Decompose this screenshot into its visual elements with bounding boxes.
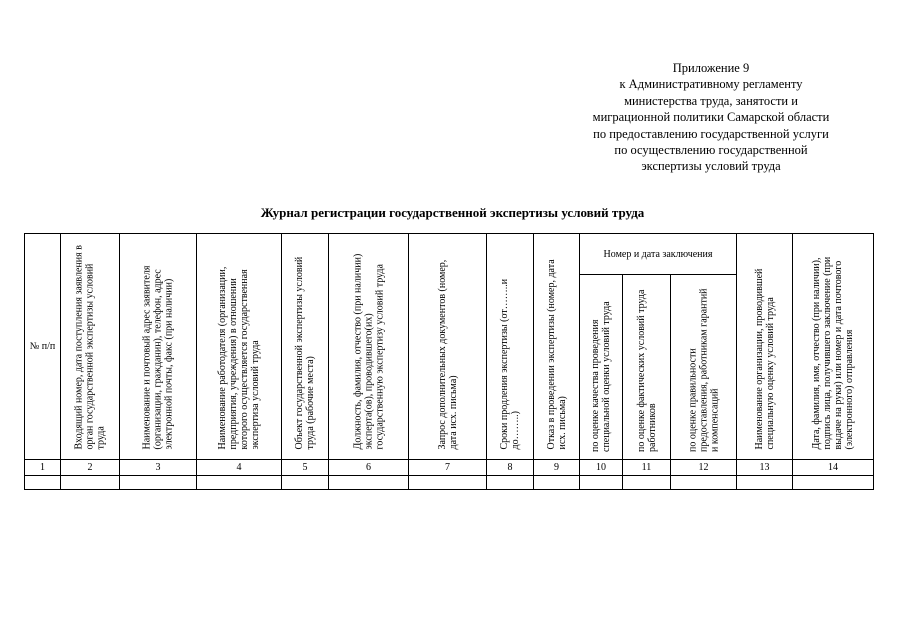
appendix-header: [556, 60, 866, 175]
header-text: по оценке качества проведения специальной оценки условий труда: [590, 301, 612, 452]
header-sout-quality: [580, 275, 623, 460]
header-text: Запрос дополнительных документов (номер, дата исх. письма): [436, 259, 459, 449]
column-number: 4: [197, 460, 282, 476]
header-extension: [487, 234, 534, 460]
table-cell: [329, 476, 409, 490]
header-text: Наименование работодателя (организации, предприятия, учреждения) в отношении которого осуществляется государственная экспертиза условий труда: [217, 266, 261, 449]
table-cell: [282, 476, 329, 490]
appendix-line: к Административному регламенту: [619, 77, 803, 92]
header-text: по оценке правильности предоставления, работникам гарантий и компенсаций: [687, 288, 721, 452]
appendix-line: экспертизы условий труда: [641, 159, 781, 174]
header-text: Должность, фамилия, отчество (при наличии) эксперта(ов), проводившего(их) государственную экспертизу условий труда: [352, 253, 385, 449]
journal-table: [24, 233, 874, 490]
header-text: Отказ в проведении экспертизы (номер, дата исх. письма): [545, 258, 568, 449]
column-number: 3: [120, 460, 197, 476]
table-cell: [737, 476, 793, 490]
table-cell: [197, 476, 282, 490]
header-applicant: [120, 234, 197, 460]
header-text: Сроки продления экспертизы (от……..и до……..): [499, 278, 521, 449]
appendix-line: по осуществлению государственной: [614, 143, 808, 158]
header-text: Наименование организации, проводившей специальную оценку условий труда: [753, 268, 776, 449]
header-additional-docs: [409, 234, 487, 460]
appendix-line: миграционной политики Самарской области: [592, 110, 830, 125]
column-number: 10: [580, 460, 623, 476]
table-cell: [793, 476, 874, 490]
header-refusal: [534, 234, 580, 460]
table-cell: [671, 476, 737, 490]
header-employer: [197, 234, 282, 460]
column-number: 12: [671, 460, 737, 476]
table-cell: [61, 476, 120, 490]
table-cell: [25, 476, 61, 490]
header-text: Наименование и почтовый адрес заявителя (организации, гражданин), телефон, адрес электронной почты, факс (при наличии): [141, 265, 175, 449]
appendix-line: министерства труда, занятости и: [624, 93, 798, 108]
header-object: [282, 234, 329, 460]
header-number: № п/п: [25, 234, 61, 460]
table-row: [25, 476, 874, 490]
header-receipt: [793, 234, 874, 460]
appendix-line: по предоставлению государственной услуги: [593, 126, 829, 141]
header-text: Объект государственной экспертизы условий труда (рабочие места): [294, 256, 316, 449]
table-cell: [534, 476, 580, 490]
table-cell: [623, 476, 671, 490]
column-number: 2: [61, 460, 120, 476]
header-conclusion-group: Номер и дата заключения: [580, 234, 737, 275]
column-number: 5: [282, 460, 329, 476]
header-guarantees: [671, 275, 737, 460]
journal-title: Журнал регистрации государственной экспертизы условий труда: [260, 205, 645, 220]
header-actual-conditions: [623, 275, 671, 460]
header-text: Дата, фамилия, имя, отчество (при наличии), подпись лица, получившего заключение (при выдаче на руки) или номер и дата почтового (электронного) отправления: [811, 256, 856, 449]
table-cell: [409, 476, 487, 490]
column-number: 6: [329, 460, 409, 476]
appendix-line: Приложение 9: [672, 61, 750, 75]
column-number: 7: [409, 460, 487, 476]
column-number: 8: [487, 460, 534, 476]
header-organization: [737, 234, 793, 460]
column-number: 11: [623, 460, 671, 476]
column-number: 14: [793, 460, 874, 476]
column-number: 1: [25, 460, 61, 476]
header-expert: [329, 234, 409, 460]
column-number: 13: [737, 460, 793, 476]
table-cell: [487, 476, 534, 490]
header-text: Входящий номер, дата поступления заявления в орган государственной экспертизы условий труда: [73, 244, 107, 449]
table-cell: [580, 476, 623, 490]
header-incoming-number: [61, 234, 120, 460]
header-text: по оценке фактических условий труда работников: [635, 289, 658, 452]
column-number: 9: [534, 460, 580, 476]
table-cell: [120, 476, 197, 490]
column-number-row: [25, 460, 874, 476]
